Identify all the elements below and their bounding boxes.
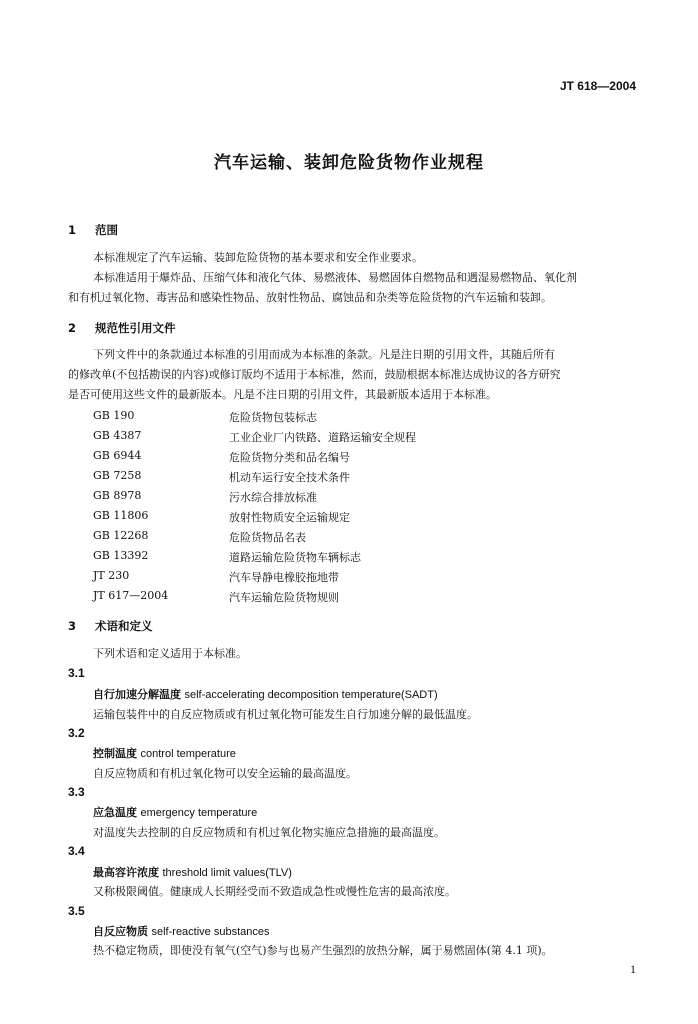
section-2-paragraph: 是否可使用这些文件的最新版本。凡是不注日期的引用文件，其最新版本适用于本标准。 — [68, 388, 497, 401]
term-zh: 自行加速分解温度 — [93, 688, 181, 701]
term-heading — [93, 864, 292, 880]
ref-code: GB 12268 — [93, 529, 149, 542]
subclause-number: 3.3 — [68, 785, 85, 799]
term-heading — [93, 745, 236, 761]
ref-code: GB 4387 — [93, 429, 142, 442]
document-title: 汽车运输、装卸危险货物作业规程 — [214, 153, 484, 173]
ref-code: JT 230 — [93, 569, 130, 582]
ref-title: 危险货物包装标志 — [229, 411, 317, 424]
term-heading — [93, 923, 270, 939]
term-heading — [93, 686, 438, 702]
term-zh: 控制温度 — [93, 747, 137, 760]
ref-code: GB 11806 — [93, 509, 149, 522]
section-number: 2 — [68, 321, 77, 335]
section-2-paragraph: 的修改单(不包括勘误的内容)或修订版均不适用于本标准，然而，鼓励根据本标准达成协议的各方研究 — [68, 368, 561, 381]
section-1-paragraph: 和有机过氧化物、毒害品和感染性物品、放射性物品、腐蚀品和杂类等危险货物的汽车运输和装卸。 — [68, 291, 552, 304]
section-number: 1 — [68, 223, 77, 237]
subclause-number: 3.2 — [68, 726, 85, 740]
ref-code: GB 8978 — [93, 489, 142, 502]
section-3-heading — [68, 618, 153, 634]
ref-title: 污水综合排放标准 — [229, 491, 317, 504]
ref-title: 汽车运输危险货物规则 — [229, 591, 339, 604]
section-title: 范围 — [95, 223, 118, 237]
ref-title: 道路运输危险货物车辆标志 — [229, 551, 361, 564]
page-number: 1 — [630, 962, 636, 976]
section-1-heading — [68, 222, 118, 238]
term-zh: 自反应物质 — [93, 925, 148, 938]
term-definition: 对温度失去控制的自反应物质和有机过氧化物实施应急措施的最高温度。 — [93, 826, 445, 839]
term-en: emergency temperature — [140, 807, 258, 819]
section-title: 规范性引用文件 — [95, 321, 176, 335]
term-en: self-reactive substances — [151, 926, 270, 938]
term-en: control temperature — [140, 748, 236, 760]
subclause-number: 3.4 — [68, 844, 85, 858]
section-3-paragraph: 下列术语和定义适用于本标准。 — [93, 647, 247, 660]
subclause-number: 3.1 — [68, 666, 85, 680]
term-zh: 最高容许浓度 — [93, 866, 159, 879]
ref-title: 工业企业厂内铁路、道路运输安全规程 — [229, 431, 416, 444]
ref-title: 机动车运行安全技术条件 — [229, 471, 350, 484]
ref-code: GB 6944 — [93, 449, 142, 462]
section-number: 3 — [68, 619, 77, 633]
term-definition: 又称极限阈值。健康成人长期经受而不致造成急性或慢性危害的最高浓度。 — [93, 885, 456, 898]
ref-code: GB 7258 — [93, 469, 142, 482]
ref-title: 汽车导静电橡胶拖地带 — [229, 571, 339, 584]
term-heading — [93, 804, 257, 820]
ref-title: 放射性物质安全运输规定 — [229, 511, 350, 524]
section-title: 术语和定义 — [95, 619, 153, 633]
ref-title: 危险货物分类和品名编号 — [229, 451, 350, 464]
ref-code: GB 13392 — [93, 549, 149, 562]
term-definition: 运输包装件中的自反应物质或有机过氧化物可能发生自行加速分解的最低温度。 — [93, 708, 478, 721]
term-zh: 应急温度 — [93, 806, 137, 819]
section-2-paragraph: 下列文件中的条款通过本标准的引用而成为本标准的条款。凡是注日期的引用文件，其随后所有 — [93, 348, 555, 361]
standard-number: JT 618—2004 — [559, 79, 636, 93]
term-definition: 热不稳定物质，即使没有氧气(空气)参与也易产生强烈的放热分解，属于易燃固体(第 4.1 项)。 — [93, 944, 553, 957]
term-definition: 自反应物质和有机过氧化物可以安全运输的最高温度。 — [93, 767, 357, 780]
section-1-paragraph: 本标准适用于爆炸品、压缩气体和液化气体、易燃液体、易燃固体自燃物品和遇湿易燃物品、氧化剂 — [93, 271, 577, 284]
subclause-number: 3.5 — [68, 904, 85, 918]
ref-code: JT 617—2004 — [93, 589, 169, 602]
section-1-paragraph: 本标准规定了汽车运输、装卸危险货物的基本要求和安全作业要求。 — [93, 251, 423, 264]
ref-code: GB 190 — [93, 409, 135, 422]
section-2-heading — [68, 320, 176, 336]
term-en: self-accelerating decomposition temperature(SADT) — [184, 689, 438, 701]
term-en: threshold limit values(TLV) — [162, 867, 292, 879]
ref-title: 危险货物品名表 — [229, 531, 306, 544]
